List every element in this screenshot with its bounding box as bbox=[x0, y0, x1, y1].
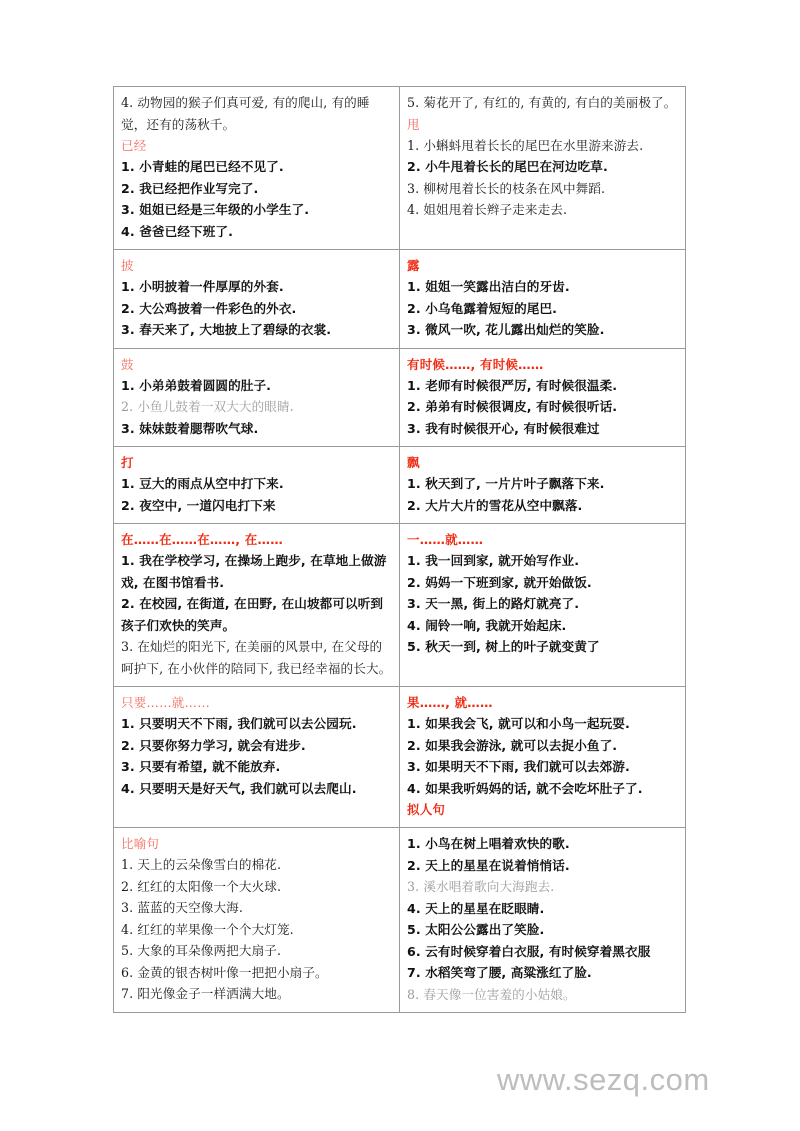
example-sentence: 2. 我已经把作业写完了. bbox=[121, 180, 259, 196]
cell-content bbox=[407, 693, 678, 819]
cell-content bbox=[121, 355, 392, 440]
example-sentence: 4. 姐姐甩着长辫子走来走去. bbox=[407, 202, 568, 217]
table-row bbox=[114, 447, 686, 524]
example-sentence: 2. 大片大片的雪花从空中飘落. bbox=[407, 497, 583, 513]
example-sentence: 4. 爸爸已经下班了. bbox=[121, 223, 233, 239]
pattern-title-secondary: 拟人句 bbox=[407, 802, 446, 817]
pattern-title: 露 bbox=[407, 258, 420, 273]
example-sentence: 4. 天上的星星在眨眼睛. bbox=[407, 900, 545, 916]
cell-content bbox=[121, 530, 392, 679]
example-sentence: 1. 豆大的雨点从空中打下来. bbox=[121, 476, 284, 491]
example-sentence: 1. 如果我会飞, 就可以和小鸟一起玩耍. bbox=[407, 716, 630, 731]
example-sentence: 1. 姐姐一笑露出洁白的牙齿. bbox=[407, 279, 570, 294]
example-sentence: 3. 微风一吹, 花儿露出灿烂的笑脸. bbox=[407, 322, 605, 337]
example-sentence: 2. 天上的星星在说着悄悄话. bbox=[407, 857, 570, 873]
example-sentence: 3. 只要有希望, 就不能放弃. bbox=[121, 759, 281, 774]
example-sentence: 1. 小弟弟鼓着圆圆的肚子. bbox=[121, 377, 272, 393]
pattern-title: 一……就…… bbox=[407, 532, 484, 547]
table-cell-right bbox=[400, 447, 686, 524]
example-sentence: 7. 水稻笑弯了腰, 高粱涨红了脸. bbox=[407, 965, 592, 980]
table-cell-right bbox=[400, 828, 686, 1013]
table-cell-left bbox=[114, 524, 400, 687]
table-cell-right bbox=[400, 524, 686, 687]
cell-content bbox=[121, 834, 392, 1005]
example-sentence: 2. 小乌龟露着短短的尾巴. bbox=[407, 300, 558, 316]
table-row bbox=[114, 87, 686, 250]
table-cell-left bbox=[114, 447, 400, 524]
example-sentence: 3. 姐姐已经是三年级的小学生了. bbox=[121, 202, 310, 217]
table-row bbox=[114, 250, 686, 349]
table-row bbox=[114, 524, 686, 687]
table-cell-right bbox=[400, 348, 686, 447]
example-sentence: 1. 我在学校学习, 在操场上跑步, 在草地上做游戏, 在图书馆看书. bbox=[121, 553, 387, 590]
example-sentence: 5. 大象的耳朵像两把大扇子. bbox=[121, 943, 282, 958]
example-sentence: 2. 大公鸡披着一件彩色的外衣. bbox=[121, 300, 297, 316]
example-sentence: 8. 春天像一位害羞的小姑娘。 bbox=[407, 986, 576, 1002]
example-sentence: 2. 只要你努力学习, 就会有进步. bbox=[121, 737, 306, 753]
example-sentence: 1. 只要明天不下雨, 我们就可以去公园玩. bbox=[121, 716, 357, 731]
example-sentence: 1. 天上的云朵像雪白的棉花. bbox=[121, 857, 282, 872]
example-sentence: 2. 如果我会游泳, 就可以去捉小鱼了. bbox=[407, 737, 618, 753]
example-sentence: 3. 妹妹鼓着腮帮吹气球. bbox=[121, 420, 259, 436]
table-cell-left bbox=[114, 828, 400, 1013]
example-sentence: 1. 秋天到了, 一片片叶子飘落下来. bbox=[407, 476, 605, 491]
pattern-title: 披 bbox=[121, 258, 134, 273]
example-sentence: 4. 闹铃一响, 我就开始起床. bbox=[407, 617, 567, 633]
example-sentence: 6. 云有时候穿着白衣服, 有时候穿着黑衣服 bbox=[407, 943, 651, 959]
example-sentence: 3. 在灿烂的阳光下, 在美丽的风景中, 在父母的呵护下, 在小伙伴的陪同下, 我已经幸福的长大。 bbox=[121, 639, 392, 676]
lead-sentence: 5. 菊花开了, 有红的, 有黄的, 有白的美丽极了。 bbox=[407, 95, 677, 110]
cell-content bbox=[121, 693, 392, 799]
table-cell-right bbox=[400, 250, 686, 349]
example-sentence: 4. 如果我听妈妈的话, 就不会吃坏肚子了. bbox=[407, 780, 643, 796]
example-sentence: 3. 春天来了, 大地披上了碧绿的衣裳. bbox=[121, 322, 332, 337]
example-sentence: 2. 小鱼儿鼓着一双大大的眼睛. bbox=[121, 399, 294, 414]
cell-content bbox=[407, 355, 678, 440]
cell-content bbox=[121, 453, 392, 516]
cell-content bbox=[121, 256, 392, 341]
example-sentence: 1. 小明披着一件厚厚的外套. bbox=[121, 279, 284, 294]
example-sentence: 5. 太阳公公露出了笑脸. bbox=[407, 922, 545, 937]
example-sentence: 3. 天一黑, 街上的路灯就亮了. bbox=[407, 596, 580, 611]
example-sentence: 7. 阳光像金子一样洒满大地。 bbox=[121, 986, 290, 1001]
cell-content bbox=[407, 453, 678, 516]
table-cell-left bbox=[114, 348, 400, 447]
example-sentence: 6. 金黄的银杏树叶像一把把小扇子。 bbox=[121, 964, 328, 980]
table-row bbox=[114, 348, 686, 447]
cell-content bbox=[407, 833, 678, 1005]
example-sentence: 3. 溪水唱着歌向大海跑去. bbox=[407, 879, 555, 894]
cell-content bbox=[407, 530, 678, 658]
sentence-patterns-table bbox=[113, 86, 686, 1013]
example-sentence: 3. 蓝蓝的天空像大海. bbox=[121, 900, 243, 915]
example-sentence: 2. 夜空中, 一道闪电打下来 bbox=[121, 497, 276, 513]
table-row bbox=[114, 828, 686, 1013]
cell-content bbox=[407, 256, 678, 341]
example-sentence: 1. 小蝌蚪甩着长长的尾巴在水里游来游去. bbox=[407, 137, 644, 153]
table-cell-right bbox=[400, 87, 686, 250]
pattern-title: 已经 bbox=[121, 138, 147, 153]
table-cell-left bbox=[114, 250, 400, 349]
example-sentence: 1. 小青蛙的尾巴已经不见了. bbox=[121, 159, 284, 174]
site-watermark: www.sezq.com bbox=[497, 1062, 710, 1097]
example-sentence: 4. 只要明天是好天气, 我们就可以去爬山. bbox=[121, 780, 357, 796]
pattern-title: 甩 bbox=[407, 116, 420, 132]
example-sentence: 2. 在校园, 在街道, 在田野, 在山坡都可以听到孩子们欢快的笑声。 bbox=[121, 596, 384, 633]
example-sentence: 2. 红红的太阳像一个大火球. bbox=[121, 878, 282, 894]
example-sentence: 1. 小鸟在树上唱着欢快的歌. bbox=[407, 836, 570, 851]
pattern-title: 打 bbox=[121, 455, 134, 470]
cell-content bbox=[121, 92, 392, 242]
pattern-title: 鼓 bbox=[121, 356, 134, 372]
example-sentence: 3. 柳树甩着长长的枝条在风中舞蹈. bbox=[407, 180, 606, 196]
pattern-title: 有时候……, 有时候…… bbox=[407, 356, 544, 372]
example-sentence: 2. 妈妈一下班到家, 就开始做饭. bbox=[407, 574, 592, 590]
table-row bbox=[114, 687, 686, 828]
table-cell-left bbox=[114, 687, 400, 828]
example-sentence: 4. 红红的苹果像一个个大灯笼. bbox=[121, 921, 294, 937]
cell-content bbox=[407, 92, 678, 221]
pattern-title: 果……, 就…… bbox=[407, 695, 493, 710]
example-sentence: 5. 秋天一到, 树上的叶子就变黄了 bbox=[407, 639, 600, 654]
pattern-title: 比喻句 bbox=[121, 836, 160, 851]
pattern-title: 只要……就…… bbox=[121, 695, 210, 710]
table-cell-right bbox=[400, 687, 686, 828]
lead-sentence: 4. 动物园的猴子们真可爱, 有的爬山, 有的睡觉，还有的荡秋千。 bbox=[121, 95, 370, 132]
example-sentence: 2. 弟弟有时候很调皮, 有时候很听话. bbox=[407, 399, 618, 414]
example-sentence: 2. 小牛甩着长长的尾巴在河边吃草. bbox=[407, 159, 608, 174]
example-sentence: 3. 我有时候很开心, 有时候很难过 bbox=[407, 420, 600, 436]
pattern-title: 在……在……在……, 在…… bbox=[121, 532, 283, 547]
table-body bbox=[114, 87, 686, 1013]
example-sentence: 1. 老师有时候很严厉, 有时候很温柔. bbox=[407, 377, 618, 393]
example-sentence: 3. 如果明天不下雨, 我们就可以去郊游. bbox=[407, 759, 630, 774]
table-cell-left bbox=[114, 87, 400, 250]
example-sentence: 1. 我一回到家, 就开始写作业. bbox=[407, 553, 580, 568]
pattern-title: 飘 bbox=[407, 455, 420, 470]
